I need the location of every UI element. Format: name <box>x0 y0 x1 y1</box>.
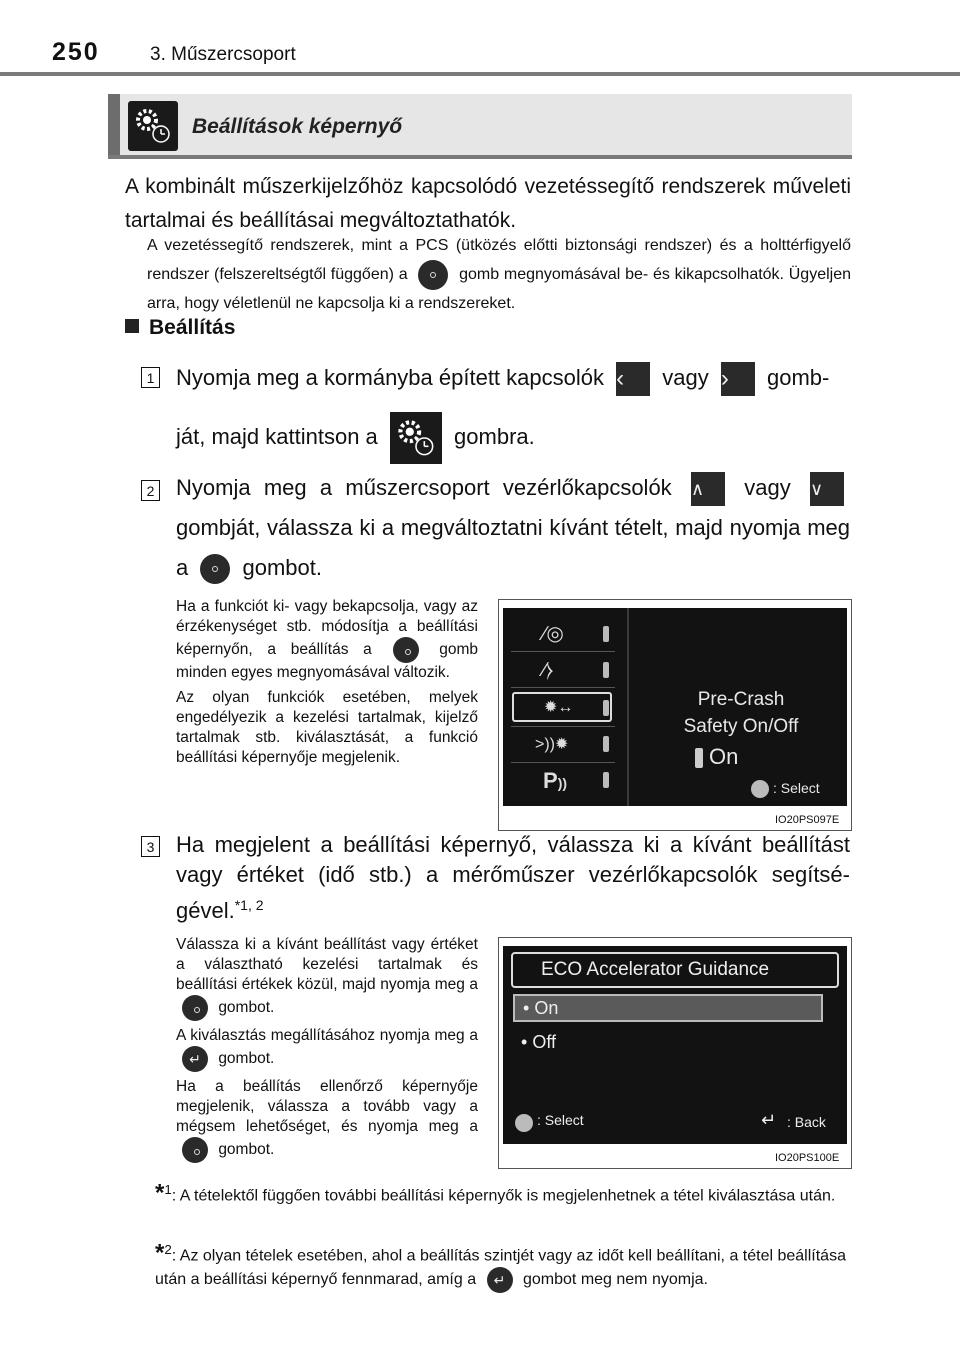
radar-cruise-icon: >))✹ <box>511 726 615 762</box>
screen-title: ECO Accelerator Guidance <box>511 952 839 988</box>
toggle-indicator <box>603 662 609 678</box>
setting-state: On <box>709 744 739 769</box>
step-3-note-1a: Válassza ki a kívánt beállítást vagy értéket a választható kezelési tartalmak és beállítási értékek közül, majd nyomja meg a <box>176 936 478 993</box>
footnote-asterisk: * <box>155 1179 165 1207</box>
step-3-note-1b: gombot. <box>218 999 275 1017</box>
footnote-1: *$^1$: A tételektől függően további beállítási képernyők is megjelenhetnek a tétel kiválasztása után. <box>155 1179 836 1207</box>
back-arrow-icon: ↵ <box>761 1110 777 1130</box>
step-1-text-d: ját, majd kattintson a <box>176 423 378 449</box>
step-1-text-b: vagy <box>662 365 709 390</box>
toggle-indicator <box>603 626 609 642</box>
settings-gear-icon <box>390 412 442 464</box>
toggle-indicator <box>603 736 609 752</box>
step-3-note-3a: Ha a beállítás ellenőrző képernyője megjelenik, válassza a tovább vagy a mégsem lehetőséget, és nyomja meg a <box>176 1078 478 1135</box>
footnote-2: *$^2$: Az olyan tételek esetében, ahol a beállítás szintjét vagy az időt kell beállítani, a tétel beállítása után a beállítási képernyő fennmarad, amíg a ↵ gombot meg nem nyomja. <box>155 1238 851 1293</box>
step-3-text-a: Ha megjelent a beállítási képernyő, válassza ki a kívánt beállítást vagy értéket (idő stb.) a mérőműszer vezérlőkapcsolók segítsé- gével. <box>176 832 850 923</box>
step-2-text-a: Nyomja meg a műszercsoport vezérlőkapcsolók <box>176 475 672 500</box>
step-3-note-3b: gombot. <box>218 1141 275 1159</box>
step-1-text-a: Nyomja meg a kormányba épített kapcsolók <box>176 365 604 390</box>
back-button-icon: ↵ <box>182 1046 208 1072</box>
setting-title-line2: Safety On/Off <box>683 716 799 737</box>
header-divider <box>0 72 960 76</box>
ok-button-icon <box>182 995 208 1021</box>
settings-gear-icon <box>128 101 178 151</box>
step-2-text-c: gombját, válassza ki a megváltoztatni kívánt tételt, majd nyomja meg a <box>176 515 850 580</box>
footnote-number: 1 <box>164 1182 172 1197</box>
footnote-asterisk: * <box>155 1239 165 1267</box>
footnote-2-text-b: gombot meg nem nyomja. <box>523 1271 708 1289</box>
lead-paragraph: A kombinált műszerkijelzőhöz kapcsolódó vezetéssegítő rendszerek műveleti tartalmai és beállításai megváltoztathatók. <box>125 175 851 232</box>
ok-button-icon <box>393 637 419 663</box>
setting-title-line1: Pre-Crash <box>697 689 785 710</box>
ok-button-icon <box>418 260 448 290</box>
step-2-notes <box>176 597 478 773</box>
select-button-icon <box>751 780 769 798</box>
step-1-text-c: gomb- <box>766 365 830 390</box>
bullet-square-icon <box>125 319 139 333</box>
step-3-notes <box>176 935 478 1168</box>
step-2-text-b: vagy <box>744 475 791 500</box>
menu-divider <box>627 608 629 806</box>
step-number-2: 2 <box>141 480 160 501</box>
footnote-1-text: A tételektől függően további beállítási képernyők is megjelenhetnek a tétel kiválasztása után. <box>179 1187 836 1205</box>
pre-crash-menu-item-selected: ✹↔ <box>512 692 612 722</box>
back-label: : Back <box>787 1114 826 1130</box>
select-button-icon <box>515 1114 533 1132</box>
step-2-text <box>176 468 850 588</box>
toggle-indicator <box>603 772 609 788</box>
parking-sensor-icon: P)) <box>511 762 615 798</box>
figure-pre-crash-screen <box>498 599 852 831</box>
select-label: : Select <box>537 1112 584 1128</box>
page-number: 250 <box>52 38 100 66</box>
ok-button-icon <box>182 1137 208 1163</box>
step-2-note-2: Az olyan funkciók esetében, melyek engedélyezik a kezelési tartalmak, kijelző tartalmak stb. kiválasztását, a funkció beállítási képernyője megjelenik. <box>176 689 478 766</box>
step-3-note-2a: A kiválasztás megállításához nyomja meg a <box>176 1027 478 1044</box>
lane-alert-icon: ∕⧽ <box>511 652 615 688</box>
step-2-text-d: gombot. <box>242 555 322 580</box>
option-off-label: Off <box>532 1032 556 1052</box>
figure-caption: IO20PS097E <box>775 814 840 826</box>
option-on-label: On <box>534 998 559 1018</box>
step-3-note-2b: gombot. <box>218 1050 275 1068</box>
chevron-down-icon: ∨ <box>810 472 844 506</box>
option-off[interactable]: • Off <box>521 1032 556 1052</box>
figure-caption: IO20PS100E <box>775 1152 840 1164</box>
subheading <box>125 316 235 340</box>
settings-menu-list <box>511 616 615 798</box>
lane-assist-icon: ∕◎ <box>511 616 615 652</box>
footnote-2-text-a: Az olyan tételek esetében, ahol a beállítás szintjét vagy az időt kell beállítani, a tétel beállítása után a beállítási képernyő fennmarad, amíg a <box>155 1247 846 1289</box>
step-1-text <box>176 356 850 464</box>
toggle-indicator <box>695 748 703 768</box>
chevron-up-icon: ∧ <box>691 472 725 506</box>
step-1-text-e: gombra. <box>454 423 535 449</box>
chapter-title: 3. Műszercsoport <box>150 44 296 65</box>
step-2-note-1b: gomb minden egyes megnyomásával változik. <box>176 641 479 681</box>
option-on-selected[interactable]: • On <box>513 994 823 1022</box>
step-number-1: 1 <box>141 367 160 388</box>
footnote-ref: *1, 2 <box>234 897 264 913</box>
note-text-part2: gomb megnyomásával be- és kikapcsolhatók. Ügyeljen arra, hogy véletlenül ne kapcsolja ki a rendszereket. <box>147 266 851 312</box>
back-button-icon: ↵ <box>487 1267 513 1293</box>
ok-button-icon <box>200 554 230 584</box>
subheading-text: Beállítás <box>149 316 236 339</box>
section-divider <box>108 155 852 159</box>
setting-title <box>643 686 839 740</box>
figure-eco-guidance-screen <box>498 937 852 1169</box>
meter-display <box>503 946 847 1144</box>
footnote-number: 2 <box>164 1242 172 1257</box>
meter-display <box>503 608 847 806</box>
step-number-3: 3 <box>141 836 160 857</box>
section-title: Beállítások képernyő <box>192 115 403 138</box>
step-3-text <box>176 830 850 926</box>
chevron-left-icon: ‹ <box>616 362 650 396</box>
note-paragraph <box>147 232 851 318</box>
chevron-right-icon: › <box>721 362 755 396</box>
toggle-indicator <box>603 700 609 716</box>
note-text-part1: A vezetéssegítő rendszerek, mint a PCS (ütközés előtti biztonsági rendszer) és a holttérfigyelő rendszer (felszereltségtől függően) a <box>147 237 851 284</box>
select-label: : Select <box>773 780 820 796</box>
step-2-note-1a: Ha a funkciót ki- vagy bekapcsolja, vagy az érzékenységet stb. módosítja a beállítási képernyőn, a beállítás a <box>176 598 478 659</box>
